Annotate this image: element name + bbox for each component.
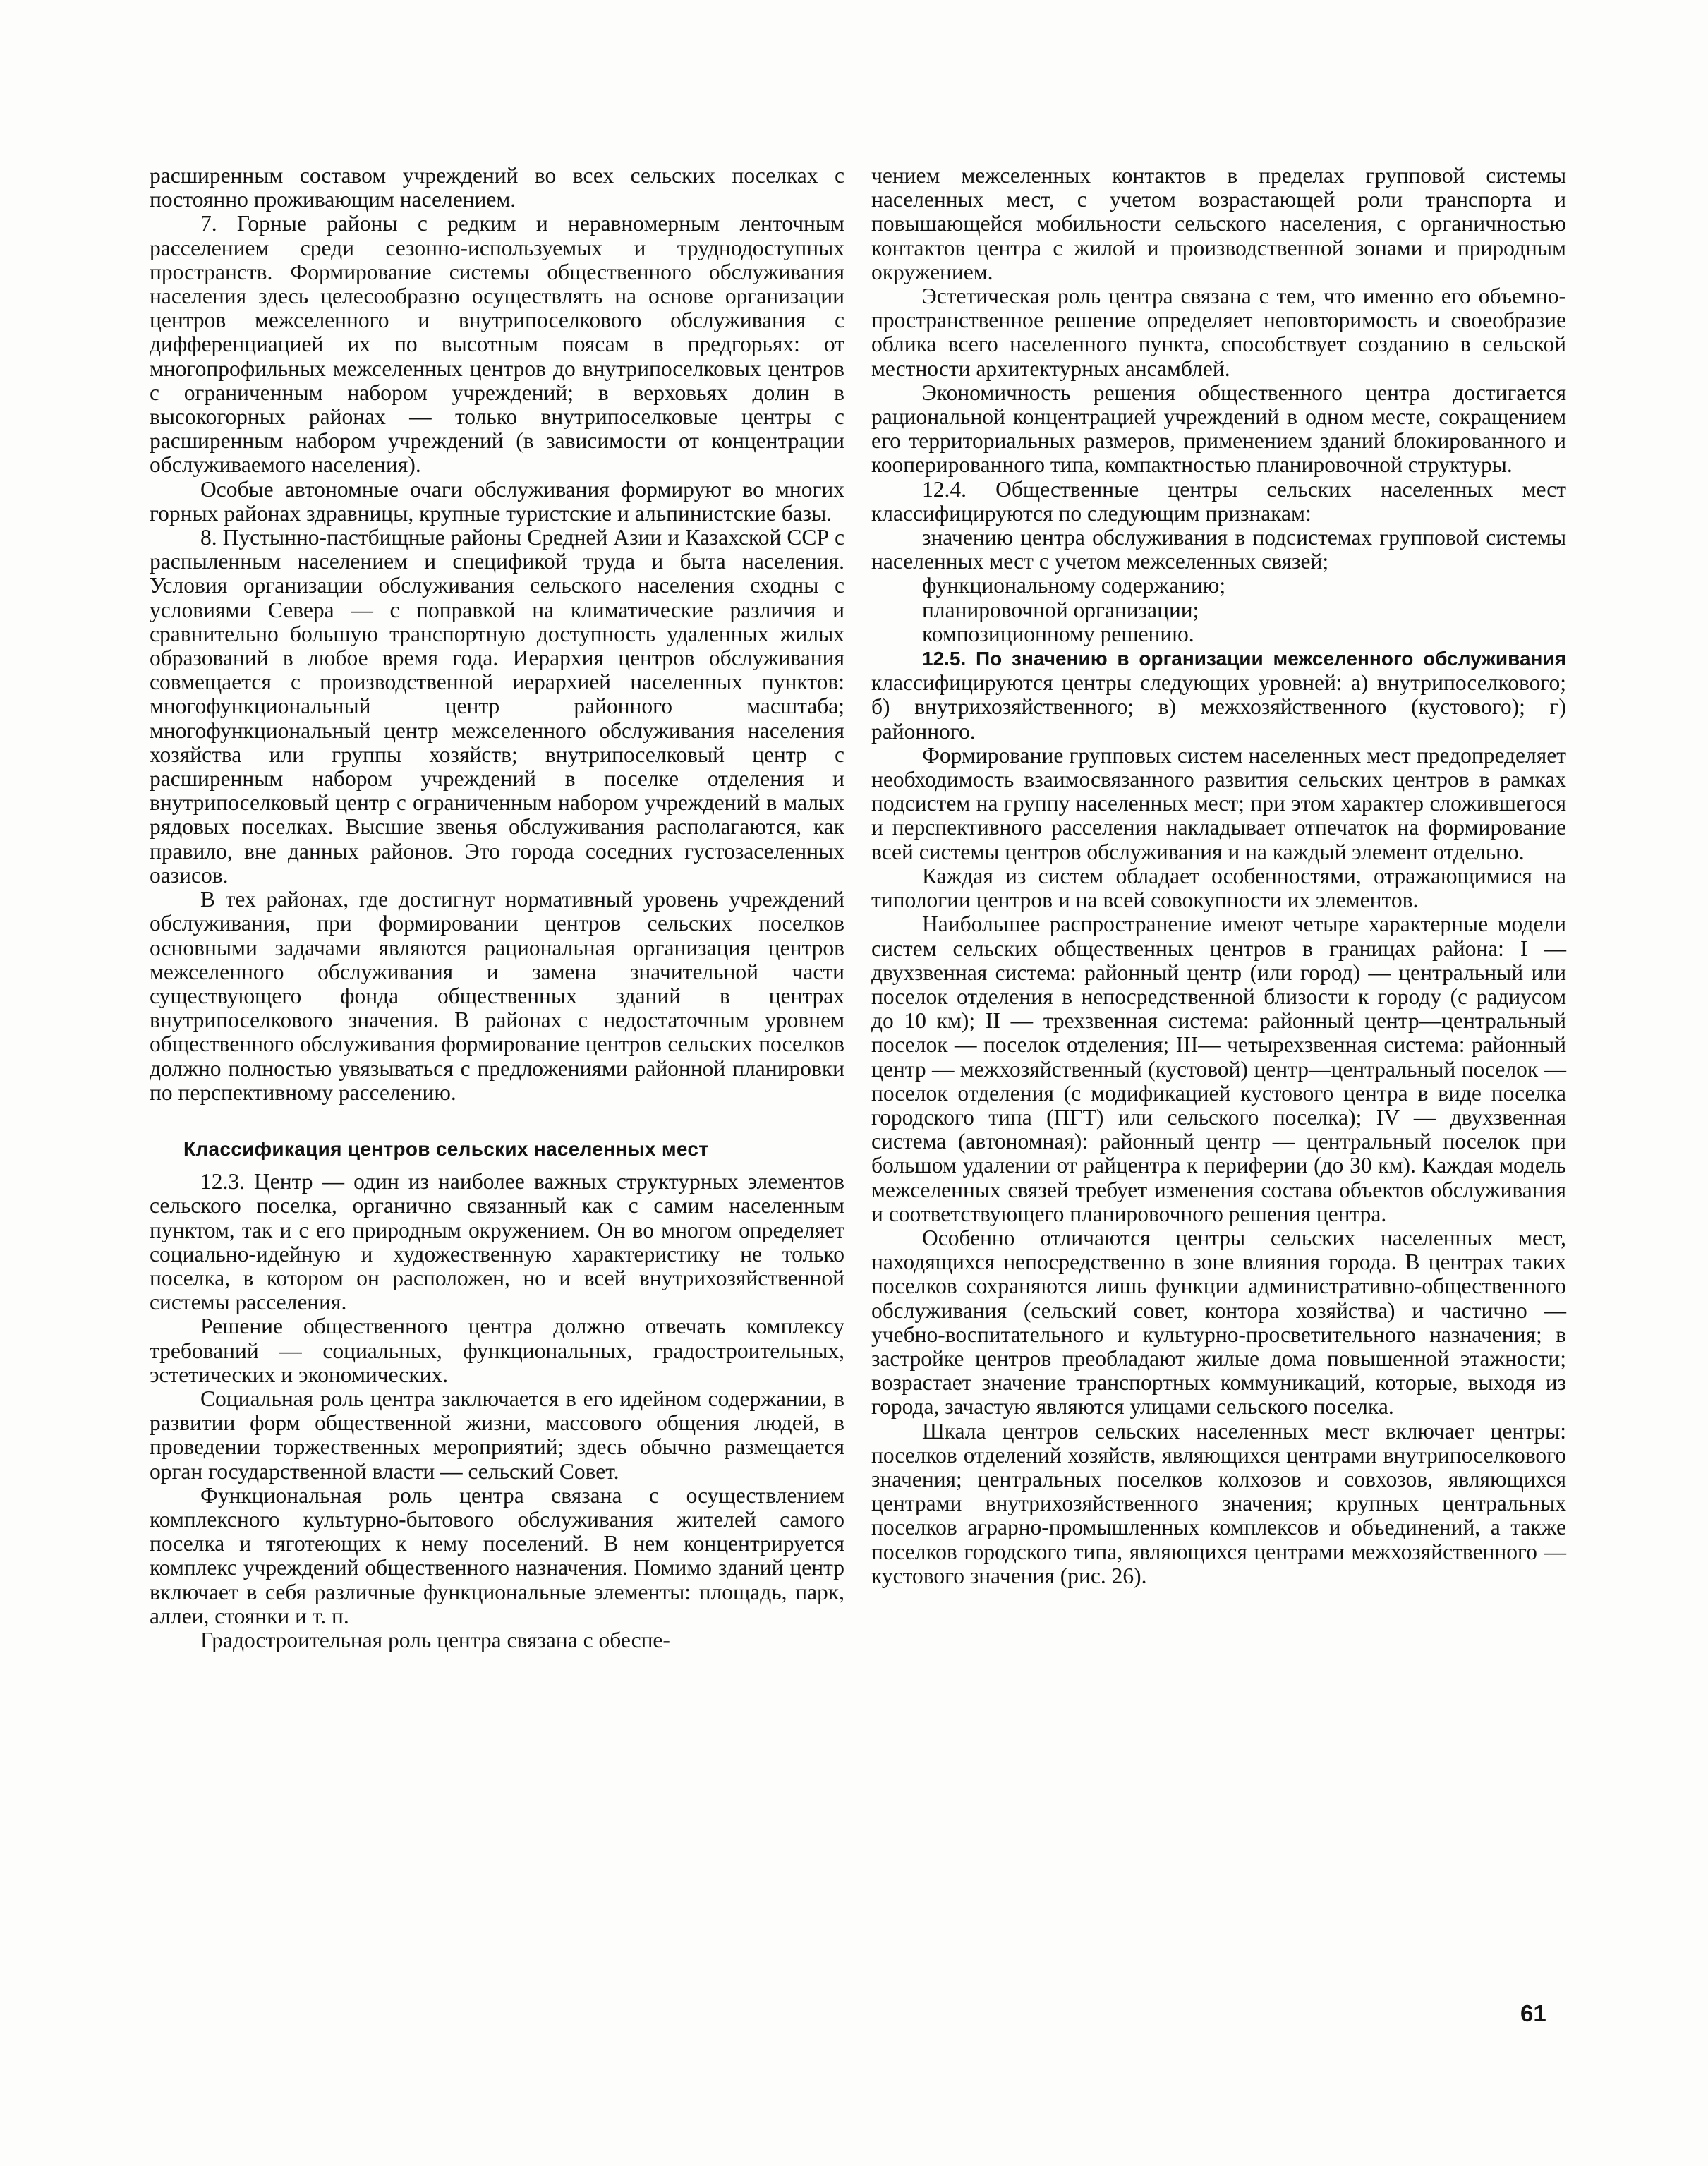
list-item: планировочной организации;	[922, 597, 1199, 622]
list-item: композиционному решению.	[922, 621, 1194, 646]
paragraph	[871, 646, 1566, 744]
paragraph: Шкала центров сельских населенных мест включает центры: поселков отделений хозяйств, являющихся центрами внутрипоселкового значения; центральных поселков колхозов и совхозов, являющихся центрами внутрихозяйственного значения; крупных центральных поселков аграрно-промышленных комплексов и объединений, а также поселков городского типа, являющихся центрами межхозяйственного — кустового значения (рис. 26).	[871, 1418, 1566, 1588]
paragraph: Особенно отличаются центры сельских населенных мест, находящихся непосредственно в зоне влияния города. В центрах таких поселков сохраняются лишь функции административно-общественного обслуживания (сельский совет, контора хозяйства) и частично — учебно-воспитательного и культурно-просветительного назначения; в застройке центров преобладают жилые дома повышенной этажности; возрастает значение транспортных коммуникаций, которые, выходя из города, зачастую являются улицами сельского поселка.	[871, 1225, 1566, 1420]
paragraph: 8. Пустынно-пастбищные районы Средней Азии и Казахской ССР с распыленным населением и спецификой труда и быта населения. Условия организации обслуживания сельского населения сходны с условиями Севера — с поправкой на климатические различия и сравнительно большую транспортную доступность удаленных жилых образований в любое время года. Иерархия центров обслуживания совмещается с производственной иерархией населенных пунктов: многофункциональный центр районного масштаба; многофункциональный центр межселенного обслуживания населения хозяйства или группы хозяйств; внутрипоселковый центр с расширенным набором учреждений в поселке отделения и внутрипоселковый центр с ограниченным набором учреждений в малых рядовых поселках. Высшие звенья обслуживания располагаются, как правило, вне данных районов. Это города соседних густозаселенных оазисов.	[150, 525, 844, 888]
section-heading: Классификация центров сельских населенных мест	[183, 1137, 709, 1160]
paragraph: В тех районах, где достигнут нормативный уровень учреждений обслуживания, при формировании центров сельских поселков основными задачами являются рациональная организация центров межселенного обслуживания и замена значительной части существующего фонда общественных зданий в центрах внутрипоселкового значения. В районах с недостаточным уровнем общественного обслуживания формирование центров сельских поселков должно полностью увязываться с предложениями районной планировки по перспективному расселению.	[150, 887, 844, 1105]
paragraph: Наибольшее распространение имеют четыре характерные модели систем сельских общественных центров в границах района: I — двухзвенная система: районный центр (или город) — центральный или поселок отделения в непосредственной близости к городу (с радиусом до 10 км); II — трехзвенная система: районный центр—центральный поселок — поселок отделения; III— четырехзвенная система: районный центр — межхозяйственный (кустовой) центр—центральный поселок — поселок отделения (с модификацией кустового центра в виде поселка городского типа (ПГТ) или сельского поселка); IV — двухзвенная система (автономная): районный центр — центральный поселок при большом удалении от райцентра к периферии (до 30 км). Каждая модель межселенных связей требует изменения состава объектов обслуживания и соответствующего планировочного решения центра.	[871, 912, 1566, 1226]
right-column	[871, 164, 1566, 1588]
paragraph: чением межселенных контактов в пределах групповой системы населенных мест, с учетом возрастающей роли транспорта и повышающейся мобильности сельского населения, с органичностью контактов центра с жилой и производственной зонами и природным окружением.	[871, 163, 1566, 284]
list-item: функциональному содержанию;	[922, 573, 1226, 598]
paragraph: расширенным составом учреждений во всех сельских поселках с постоянно проживающим населением.	[150, 163, 844, 212]
paragraph: 12.3. Центр — один из наиболее важных структурных элементов сельского поселка, органично связанный как с самим населенным пунктом, так и с его природным окружением. Он во многом определяет социально-идейную и художественную характеристику не только поселка, в котором он расположен, но и всей внутрихозяйственной системы расселения.	[150, 1169, 844, 1315]
paragraph: 12.4. Общественные центры сельских населенных мест классифицируются по следующим признакам:	[871, 476, 1566, 526]
paragraph-text: классифицируются центры следующих уровней: а) внутрипоселкового; б) внутрихозяйственного; в) межхозяйственного (кустового); г) районного.	[871, 670, 1566, 744]
paragraph: Эстетическая роль центра связана с тем, что именно его объемно-пространственное решение определяет неповторимость и своеобразие облика всего населенного пункта, способствует созданию в сельской местности архитектурных ансамблей.	[871, 284, 1566, 381]
bold-lead: 12.5. По значению в организации межселенного обслуживания	[922, 648, 1566, 670]
paragraph: Социальная роль центра заключается в его идейном содержании, в развитии форм общественной жизни, массового общения людей, в проведении торжественных мероприятий; здесь обычно размещается орган государственной власти — сельский Совет.	[150, 1386, 844, 1484]
paragraph: Особые автономные очаги обслуживания формируют во многих горных районах здравницы, крупные туристские и альпинистские базы.	[150, 476, 844, 526]
paragraph: Решение общественного центра должно отвечать комплексу требований — социальных, функциональных, градостроительных, эстетических и экономических.	[150, 1314, 844, 1387]
left-column	[150, 164, 844, 1652]
paragraph: Функциональная роль центра связана с осуществлением комплексного культурно-бытового обслуживания жителей самого поселка и тяготеющих к нему поселений. В нем концентрируется комплекс учреждений общественного назначения. Помимо зданий центр включает в себя различные функциональные элементы: площадь, парк, аллеи, стоянки и т. п.	[150, 1482, 844, 1628]
paragraph: Градостроительная роль центра связана с обеспе-	[200, 1627, 670, 1652]
paragraph: 7. Горные районы с редким и неравномерным ленточным расселением среди сезонно-используемых и труднодоступных пространств. Формирование системы общественного обслуживания населения здесь целесообразно осуществлять на основе организации центров межселенного и внутрипоселкового обслуживания с дифференциацией их по высотным поясам в предгорьях: от многопрофильных межселенных центров до внутрипоселковых центров с ограниченным набором учреждений; в верховьях долин в высокогорных районах — только внутрипоселковые центры с расширенным набором учреждений (в зависимости от концентрации обслуживаемого населения).	[150, 211, 844, 478]
list-item: значению центра обслуживания в подсистемах групповой системы населенных мест с учетом межселенных связей;	[871, 525, 1566, 574]
paragraph: Каждая из систем обладает особенностями, отражающимися на типологии центров и на всей совокупности их элементов.	[871, 863, 1566, 913]
paragraph: Формирование групповых систем населенных мест предопределяет необходимость взаимосвязанного развития сельских центров в рамках подсистем на группу населенных мест; при этом характер сложившегося и перспективного расселения накладывает отпечаток на формирование всей системы центров обслуживания и на каждый элемент отдельно.	[871, 742, 1566, 864]
page-number: 61	[1520, 2000, 1546, 2026]
paragraph: Экономичность решения общественного центра достигается рациональной концентрацией учреждений в одном месте, сокращением его территориальных размеров, применением зданий блокированного и кооперированного типа, компактностью планировочной структуры.	[871, 380, 1566, 478]
